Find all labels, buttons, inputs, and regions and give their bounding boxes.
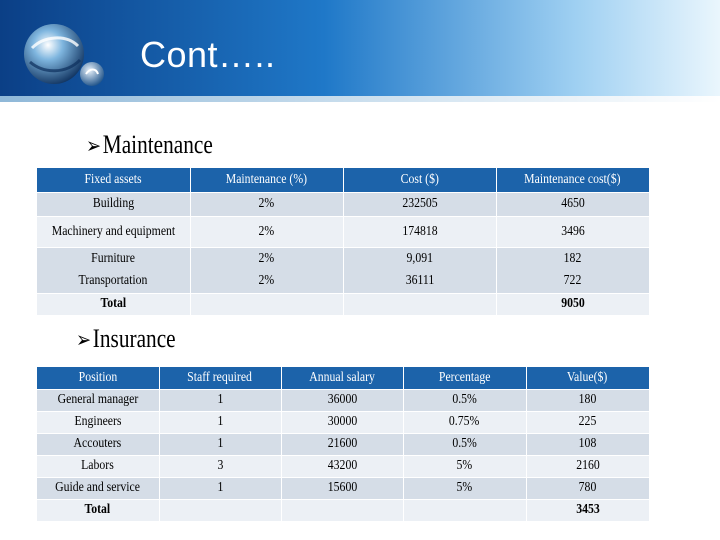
table-cell: Furniture Transportation <box>37 247 190 293</box>
table-cell: 225 <box>526 411 649 433</box>
column-header: Cost ($) <box>343 168 496 192</box>
table-cell: 3496 <box>496 216 649 247</box>
table-cell: 21600 <box>281 433 403 455</box>
column-header: Value($) <box>526 367 649 389</box>
table-cell: 180 <box>526 389 649 411</box>
globe-logo-icon <box>14 18 110 96</box>
table-row <box>37 192 649 216</box>
table-row <box>37 216 649 247</box>
table-row <box>37 389 649 411</box>
table-header-row <box>37 367 649 389</box>
table-row <box>37 411 649 433</box>
table-cell: 5% <box>403 477 526 499</box>
table-cell: 0.5% <box>403 389 526 411</box>
table-cell: 232505 <box>343 192 496 216</box>
arrow-bullet-icon: ➢ <box>76 328 92 353</box>
table-cell: 0.75% <box>403 411 526 433</box>
table-cell: 9,091 36111 <box>343 247 496 293</box>
column-header: Maintenance cost($) <box>496 168 649 192</box>
total-row <box>37 499 649 521</box>
table-cell <box>403 499 526 521</box>
table-row <box>37 247 649 293</box>
column-header: Staff required <box>159 367 281 389</box>
total-value: 9050 <box>496 293 649 315</box>
table-cell <box>343 293 496 315</box>
table-cell: Building <box>37 192 190 216</box>
table-cell: 3 <box>159 455 281 477</box>
table-header-row <box>37 168 649 192</box>
table-cell: Engineers <box>37 411 159 433</box>
table-cell: 1 <box>159 389 281 411</box>
table-cell: 108 <box>526 433 649 455</box>
insurance-table <box>37 367 650 522</box>
column-header: Fixed assets <box>37 168 190 192</box>
column-header: Maintenance (%) <box>190 168 343 192</box>
column-header: Annual salary <box>281 367 403 389</box>
maintenance-heading <box>86 130 213 160</box>
table-cell <box>190 293 343 315</box>
maintenance-heading-text: Maintenance <box>102 130 213 159</box>
table-row <box>37 455 649 477</box>
table-cell: 2160 <box>526 455 649 477</box>
arrow-bullet-icon: ➢ <box>86 134 102 159</box>
total-label: Total <box>37 293 190 315</box>
table-cell: Accouters <box>37 433 159 455</box>
table-cell: 1 <box>159 411 281 433</box>
table-cell: 1 <box>159 477 281 499</box>
maintenance-table <box>37 168 650 316</box>
column-header: Position <box>37 367 159 389</box>
total-row <box>37 293 649 315</box>
table-cell: 182 722 <box>496 247 649 293</box>
table-cell: 2% 2% <box>190 247 343 293</box>
table-cell: 1 <box>159 433 281 455</box>
table-cell: Machinery and equipment <box>37 216 190 247</box>
table-cell: 174818 <box>343 216 496 247</box>
table-cell: 2% <box>190 216 343 247</box>
table-cell: 43200 <box>281 455 403 477</box>
table-row <box>37 477 649 499</box>
table-cell <box>159 499 281 521</box>
table-cell <box>281 499 403 521</box>
table-cell: Labors <box>37 455 159 477</box>
total-label: Total <box>37 499 159 521</box>
table-cell: 2% <box>190 192 343 216</box>
table-cell: General manager <box>37 389 159 411</box>
table-cell: 15600 <box>281 477 403 499</box>
table-cell: Guide and service <box>37 477 159 499</box>
table-cell: 4650 <box>496 192 649 216</box>
table-cell: 5% <box>403 455 526 477</box>
header-divider <box>0 96 720 102</box>
table-row <box>37 433 649 455</box>
insurance-heading-text: Insurance <box>92 324 176 353</box>
total-value: 3453 <box>526 499 649 521</box>
slide-title: Cont….. <box>140 34 276 75</box>
column-header: Percentage <box>403 367 526 389</box>
table-cell: 30000 <box>281 411 403 433</box>
table-cell: 780 <box>526 477 649 499</box>
table-cell: 0.5% <box>403 433 526 455</box>
table-cell: 36000 <box>281 389 403 411</box>
insurance-heading <box>76 324 176 354</box>
